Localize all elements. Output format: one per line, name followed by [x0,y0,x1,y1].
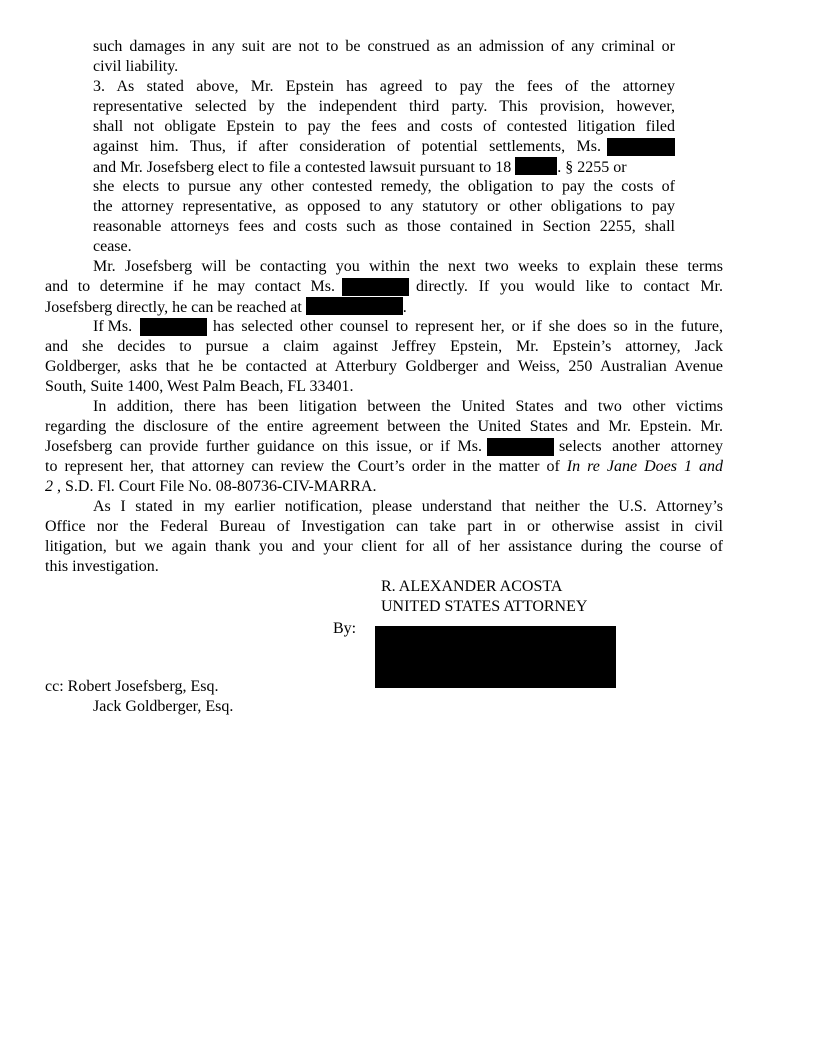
paragraph-line: the attorney representative, as opposed to any statutory or other obligations to pay [93,198,675,215]
paragraph-line: As I stated in my earlier notification, please understand that neither the U.S. Attorney’s [93,498,723,515]
paragraph-line: If Ms. [93,318,133,335]
cc-line: cc: Robert Josefsberg, Esq. [45,678,219,695]
paragraph-line: shall not obligate Epstein to pay the fees and costs of contested litigation filed [93,118,675,135]
paragraph-line: against him. Thus, if after consideration of potential settlements, Ms. [93,138,601,155]
paragraph-line: this investigation. [45,558,159,575]
paragraph-line: has selected other counsel to represent her, or if she does so in the future, [213,318,723,335]
paragraph-line: In addition, there has been litigation between the United States and two other victims [93,398,723,415]
redaction-bar [342,278,409,296]
paragraph-line: Goldberger, asks that he be contacted at Atterbury Goldberger and Weiss, 250 Australian Avenue [45,358,723,375]
paragraph-line: civil liability. [93,58,179,75]
redaction-bar [140,318,207,336]
paragraph-line: Office nor the Federal Bureau of Investigation can take part in or otherwise assist in civil [45,518,723,535]
paragraph-line: such damages in any suit are not to be construed as an admission of any criminal or [93,38,675,55]
paragraph-line: representative selected by the independent third party. This provision, however, [93,98,675,115]
redaction-bar [306,297,403,315]
paragraph-line: regarding the disclosure of the entire agreement between the United States and Mr. Epstein. Mr. [45,418,723,435]
redaction-bar [607,138,675,156]
paragraph-line: selects another attorney [559,438,723,455]
by-label: By: [333,620,357,637]
paragraph-line: directly. If you would like to contact Mr. [416,278,723,295]
paragraph-line: and Mr. Josefsberg elect to file a contested lawsuit pursuant to 18 . § 2255 or [93,159,627,176]
paragraph-line: Mr. Josefsberg will be contacting you within the next two weeks to explain these terms [93,258,723,275]
paragraph-line: 2 , S.D. Fl. Court File No. 08-80736-CIV-MARRA. [45,478,377,495]
paragraph-line: and she decides to pursue a claim against Jeffrey Epstein, Mr. Epstein’s attorney, Jack [45,338,723,355]
paragraph-line: 3. As stated above, Mr. Epstein has agreed to pay the fees of the attorney [93,78,675,95]
cc-line: Jack Goldberger, Esq. [93,698,234,715]
paragraph-line: Josefsberg directly, he can be reached at . [45,299,407,316]
signatory-title: UNITED STATES ATTORNEY [381,598,588,615]
paragraph-line: to represent her, that attorney can review the Court’s order in the matter of In re Jane Does 1 and [45,458,724,475]
paragraph-line: she elects to pursue any other contested remedy, the obligation to pay the costs of [93,178,675,195]
signatory-name: R. ALEXANDER ACOSTA [381,578,563,595]
redacted-signature-block [375,626,616,688]
paragraph-line: and to determine if he may contact Ms. [45,278,335,295]
redaction-bar [515,157,557,175]
paragraph-line: cease. [93,238,132,255]
redaction-bar [487,438,554,456]
paragraph-line: South, Suite 1400, West Palm Beach, FL 33401. [45,378,354,395]
paragraph-line: Josefsberg can provide further guidance on this issue, or if Ms. [45,438,482,455]
paragraph-line: litigation, but we again thank you and your client for all of her assistance during the course of [45,538,723,555]
paragraph-line: reasonable attorneys fees and costs such as those contained in Section 2255, shall [93,218,675,235]
